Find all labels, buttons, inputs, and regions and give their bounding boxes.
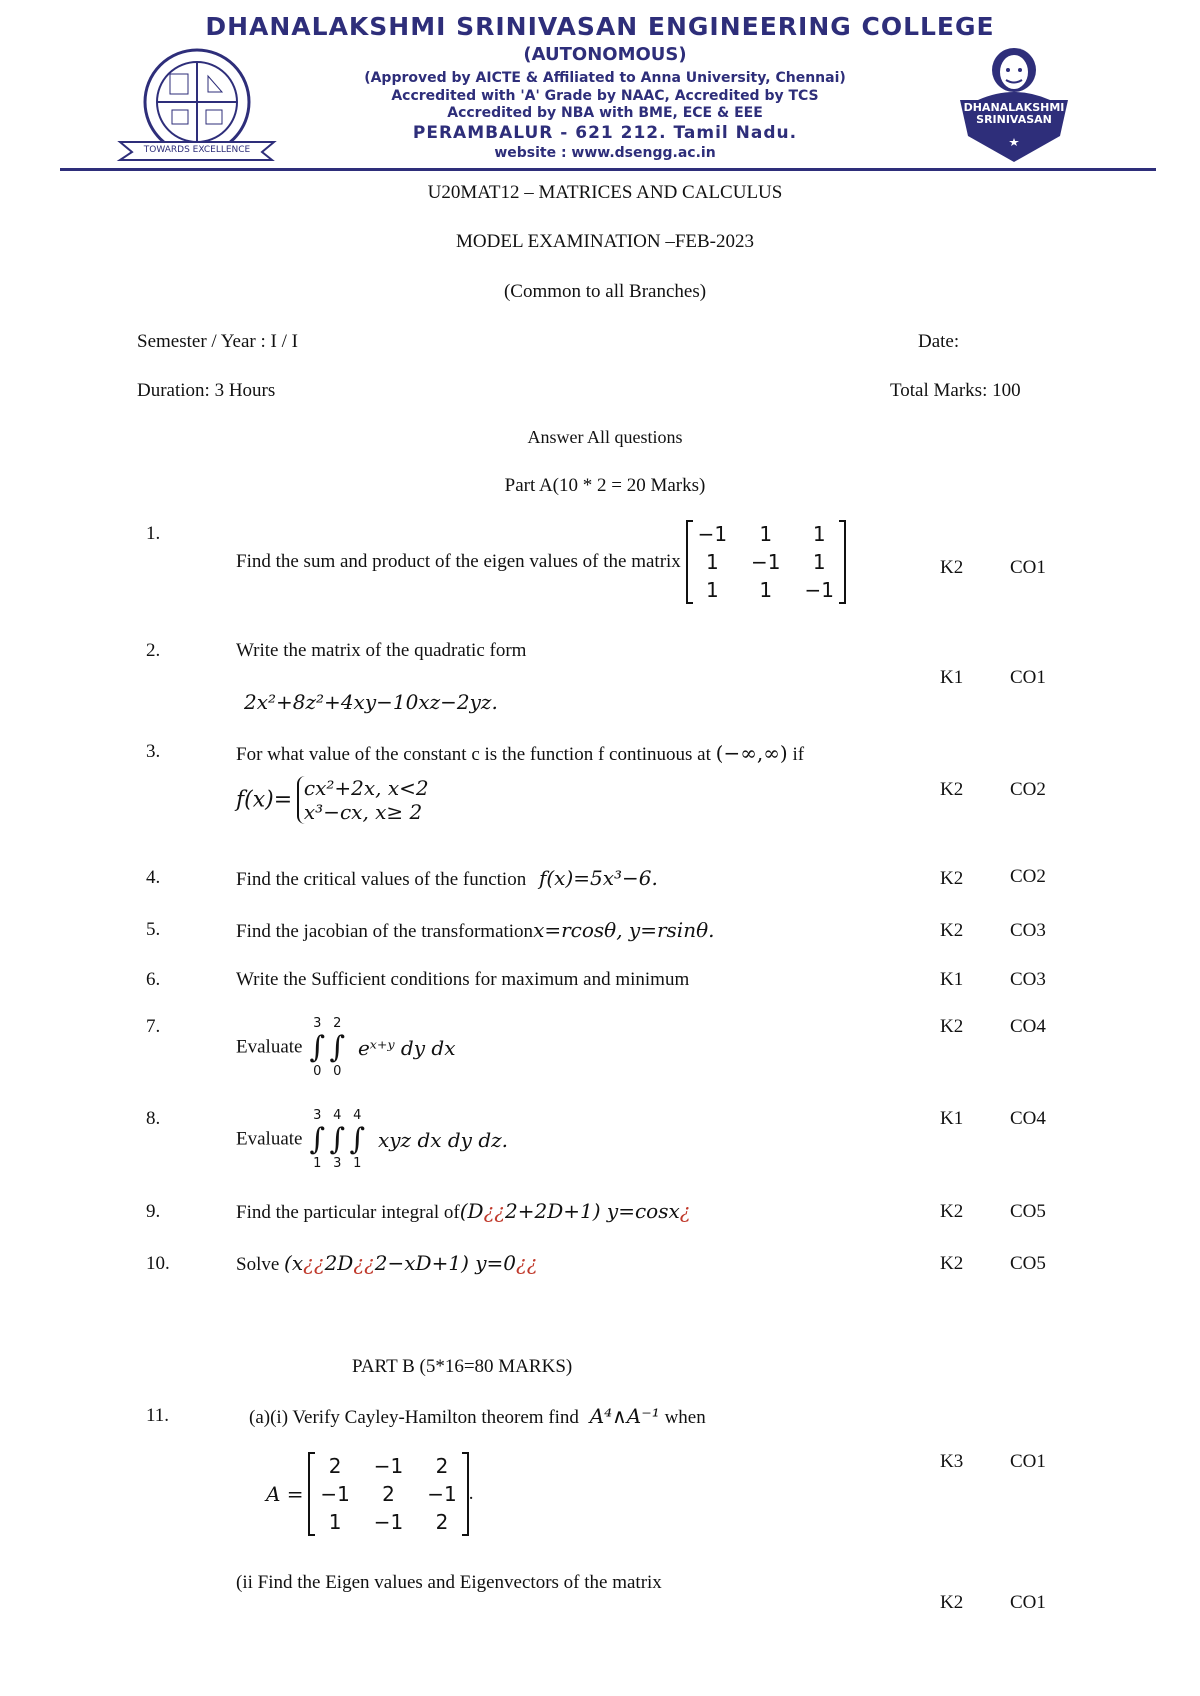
matrix-cell: 1 xyxy=(812,550,826,574)
question-11a xyxy=(249,1404,706,1429)
course-outcome: CO5 xyxy=(1010,1201,1046,1222)
seal-motto: TOWARDS EXCELLENCE xyxy=(143,145,251,155)
piece-1: cx²+2x, x<2 xyxy=(303,776,429,800)
matrix-power-expression: A⁴∧A⁻¹ xyxy=(589,1404,660,1428)
question-11b: (ii Find the Eigen values and Eigenvectors of the matrix xyxy=(236,1572,662,1593)
question-number: 11. xyxy=(146,1405,170,1426)
question-text-tail: if xyxy=(787,744,805,765)
course-outcome: CO1 xyxy=(1010,557,1046,578)
question-number: 6. xyxy=(146,969,161,990)
accreditation-line-1: Accredited with 'A' Grade by NAAC, Accredited by TCS xyxy=(391,88,819,104)
matrix-definition: A = 2 −1 2 −1 2 −1 1 −1 2 . xyxy=(266,1454,474,1534)
upper-limit: 2 xyxy=(333,1016,342,1031)
question-text: Write the matrix of the quadratic form xyxy=(236,640,527,661)
upper-limit: 3 xyxy=(313,1016,322,1031)
question-text: Find the particular integral of xyxy=(236,1202,460,1223)
matrix-cell: −1 xyxy=(751,550,781,574)
matrix-cell: −1 xyxy=(427,1482,457,1506)
course-outcome: CO4 xyxy=(1010,1108,1046,1129)
question-text-tail: when xyxy=(659,1407,706,1428)
course-outcome: CO1 xyxy=(1010,1592,1046,1613)
matrix-cell: 1 xyxy=(759,522,773,546)
matrix-cell: −1 xyxy=(804,578,835,602)
question-7 xyxy=(236,1016,456,1079)
part-a-heading: Part A(10 * 2 = 20 Marks) xyxy=(504,475,706,496)
college-name: DHANALAKSHMI SRINIVASAN ENGINEERING COLLEGE xyxy=(205,12,995,41)
lower-limit: 0 xyxy=(313,1064,322,1079)
knowledge-level: K1 xyxy=(940,1108,964,1129)
upper-limit: 4 xyxy=(333,1108,342,1123)
equation-part: 2+2D+1) y=cosx xyxy=(505,1199,680,1223)
knowledge-level: K1 xyxy=(940,969,964,990)
integral-sign: ∫ 2 0 xyxy=(327,1030,347,1065)
question-number: 1. xyxy=(146,523,161,544)
question-4 xyxy=(236,866,658,891)
equation-glyph: ¿¿ xyxy=(483,1199,506,1223)
address-line: PERAMBALUR - 621 212. Tamil Nadu. xyxy=(412,123,798,143)
matrix-cell: 1 xyxy=(812,522,826,546)
knowledge-level: K2 xyxy=(940,868,964,889)
course-outcome: CO4 xyxy=(1010,1016,1046,1037)
knowledge-level: K1 xyxy=(940,667,964,688)
lower-limit: 3 xyxy=(333,1156,342,1171)
course-outcome: CO2 xyxy=(1010,779,1046,800)
knowledge-level: K2 xyxy=(940,1016,964,1037)
equation-glyph: ¿¿ xyxy=(303,1251,325,1275)
course-outcome: CO1 xyxy=(1010,1451,1046,1472)
question-text: For what value of the constant c is the function f continuous at xyxy=(236,744,711,765)
question-text: Write the Sufficient conditions for maximum and minimum xyxy=(236,969,690,990)
matrix-cell: −1 xyxy=(697,522,728,546)
course-outcome: CO5 xyxy=(1010,1253,1046,1274)
date-label: Date: xyxy=(918,331,960,352)
question-10 xyxy=(236,1251,537,1276)
function-label: f(x)= xyxy=(236,787,293,813)
website-line: website : www.dsengg.ac.in xyxy=(494,145,716,161)
integral-sign: ∫ 4 1 xyxy=(347,1122,367,1157)
upper-limit: 3 xyxy=(313,1108,322,1123)
question-text: Evaluate xyxy=(236,1128,303,1150)
knowledge-level: K2 xyxy=(940,920,964,941)
matrix-cell: 1 xyxy=(328,1510,342,1534)
course-outcome: CO3 xyxy=(1010,920,1046,941)
header-divider xyxy=(60,168,1156,171)
question-3 xyxy=(236,741,804,766)
upper-limit: 4 xyxy=(353,1108,362,1123)
question-number: 7. xyxy=(146,1016,161,1037)
question-number: 4. xyxy=(146,867,161,888)
integral-sign: ∫ 3 0 xyxy=(307,1030,327,1065)
approval-line: (Approved by AICTE & Affiliated to Anna University, Chennai) xyxy=(364,70,846,86)
question-number: 3. xyxy=(146,741,161,762)
question-text: Find the jacobian of the transformation xyxy=(236,921,534,942)
lower-limit: 1 xyxy=(353,1156,362,1171)
question-5 xyxy=(236,918,714,943)
integral-sign: ∫ 4 3 xyxy=(327,1122,347,1157)
question-1 xyxy=(236,520,846,604)
equation-glyph: ¿ xyxy=(679,1199,691,1223)
autonomous-label: (AUTONOMOUS) xyxy=(523,44,687,65)
instruction: Answer All questions xyxy=(527,427,683,447)
equation-part: (x xyxy=(284,1251,304,1275)
course-outcome: CO2 xyxy=(1010,866,1046,887)
course-title: U20MAT12 – MATRICES AND CALCULUS xyxy=(427,182,783,203)
equation-part: 2−xD+1) y=0 xyxy=(374,1251,517,1275)
question-9 xyxy=(236,1199,690,1224)
question-text: (a)(i) Verify Cayley-Hamilton theorem find xyxy=(249,1407,579,1428)
piecewise-function xyxy=(236,776,429,824)
question-number: 2. xyxy=(146,640,161,661)
matrix-cell: −1 xyxy=(320,1482,350,1506)
question-number: 10. xyxy=(146,1253,170,1274)
matrix-cell: 2 xyxy=(328,1454,342,1478)
question-number: 8. xyxy=(146,1108,161,1129)
knowledge-level: K3 xyxy=(940,1451,964,1472)
matrix-cell: 2 xyxy=(435,1510,449,1534)
matrix-label: A = xyxy=(266,1482,304,1506)
total-marks: Total Marks: 100 xyxy=(890,380,1021,401)
quadratic-form: 2x²+8z²+4xy−10xz−2yz. xyxy=(244,690,498,714)
lower-limit: 0 xyxy=(333,1064,342,1079)
question-text: Find the critical values of the function xyxy=(236,869,527,890)
question-number: 9. xyxy=(146,1201,161,1222)
branches-note: (Common to all Branches) xyxy=(503,281,707,302)
knowledge-level: K2 xyxy=(940,1253,964,1274)
equation-glyph: ¿¿ xyxy=(516,1251,538,1275)
knowledge-level: K2 xyxy=(940,1592,964,1613)
exam-title: MODEL EXAMINATION –FEB-2023 xyxy=(456,231,754,252)
question-8 xyxy=(236,1108,509,1171)
matrix-cell: 1 xyxy=(705,550,719,574)
integrand: eˣ⁺ʸ dy dx xyxy=(357,1035,456,1060)
knowledge-level: K2 xyxy=(940,779,964,800)
interval: (−∞,∞) xyxy=(715,741,788,765)
integral-sign: ∫ 3 1 xyxy=(307,1122,327,1157)
emblem-text: DHANALAKSHMI SRINIVASAN xyxy=(963,101,1065,126)
matrix-cell: 2 xyxy=(382,1482,395,1506)
question-text: Solve xyxy=(236,1254,280,1275)
differential-equation xyxy=(284,1251,537,1275)
equation-part: 2D xyxy=(324,1251,354,1275)
accreditation-line-2: Accredited by NBA with BME, ECE & EEE xyxy=(447,105,763,121)
matrix-cell: −1 xyxy=(373,1454,404,1478)
function-expression: f(x)=5x³−6. xyxy=(538,866,658,890)
semester-info: Semester / Year : I / I xyxy=(137,331,298,352)
lower-limit: 1 xyxy=(313,1156,322,1171)
differential-equation xyxy=(460,1199,691,1223)
matrix-cell: 1 xyxy=(705,578,719,602)
transformation: x=rcosθ, y=rsinθ. xyxy=(533,918,715,942)
matrix-cell: 1 xyxy=(759,578,773,602)
duration-info: Duration: 3 Hours xyxy=(137,380,276,401)
matrix-a xyxy=(308,1452,468,1536)
question-text: Evaluate xyxy=(236,1036,303,1058)
knowledge-level: K2 xyxy=(940,1201,964,1222)
course-outcome: CO1 xyxy=(1010,667,1046,688)
equation-part: (D xyxy=(459,1199,484,1223)
integrand: xyz dx dy dz. xyxy=(377,1127,509,1152)
part-b-heading: PART B (5*16=80 MARKS) xyxy=(352,1356,573,1377)
question-number: 5. xyxy=(146,919,161,940)
question-text: Find the sum and product of the eigen values of the matrix xyxy=(236,551,681,572)
course-outcome: CO3 xyxy=(1010,969,1046,990)
equation-glyph: ¿¿ xyxy=(353,1251,375,1275)
matrix-cell: −1 xyxy=(373,1510,404,1534)
piece-2: x³−cx, x≥ 2 xyxy=(303,800,423,824)
matrix-cell: 2 xyxy=(435,1454,449,1478)
knowledge-level: K2 xyxy=(940,557,964,578)
matrix-1 xyxy=(686,520,846,604)
